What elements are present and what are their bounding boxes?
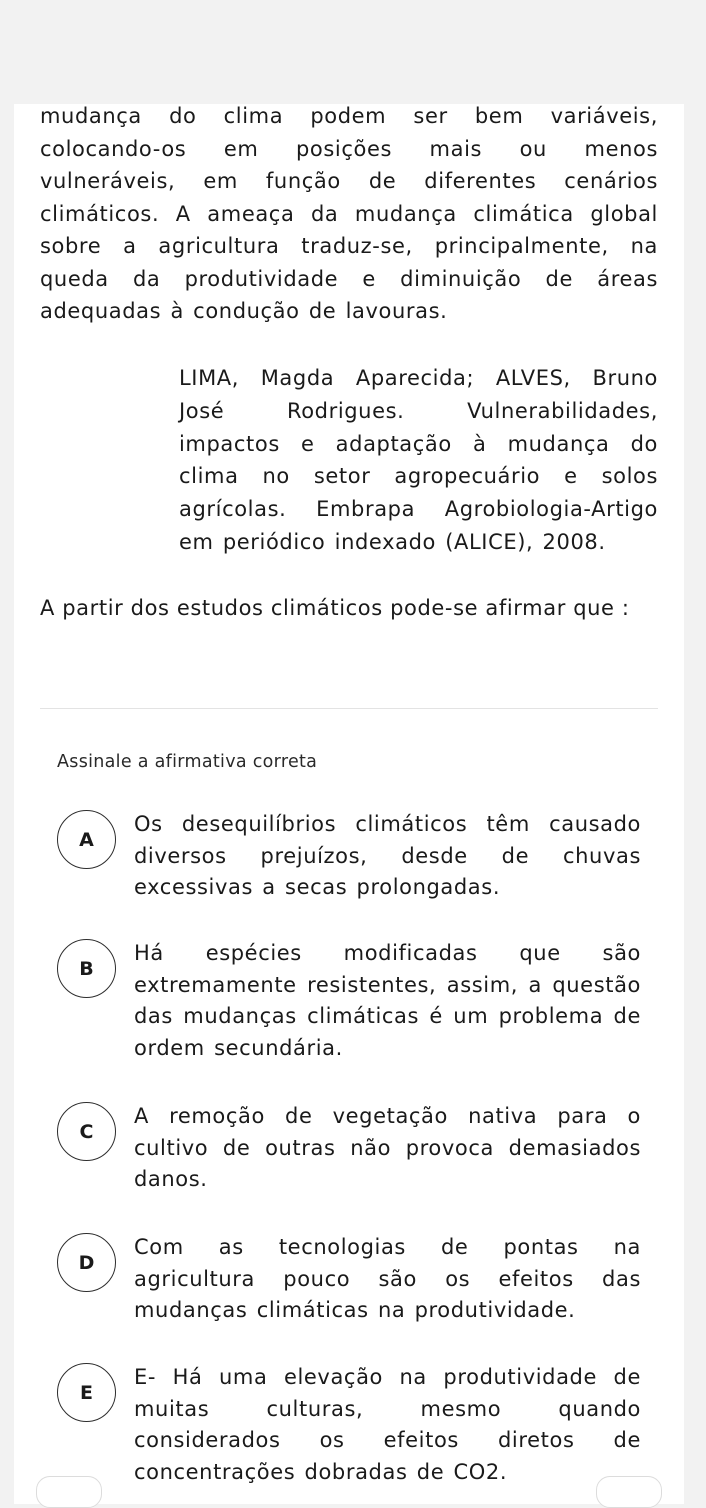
option-text[interactable]: E- Há uma elevação na produtividade de muitas culturas, mesmo quando considerados os efeitos diretos de concentrações dobradas de CO2. [134, 1365, 641, 1484]
option-text[interactable]: A remoção de vegetação nativa para o cultivo de outras não provoca demasiados danos. [134, 1104, 641, 1191]
citation-paragraph: LIMA, Magda Aparecida; ALVES, Bruno José Rodrigues. Vulnerabilidades, impactos e adaptação à mudança do clima no setor agropecuário e solos agrícolas. Embrapa Agrobiologia-Artigo em periódico indexado (ALICE), 2008. [179, 366, 658, 554]
option-text[interactable]: Com as tecnologias de pontas na agricultura pouco são os efeitos das mudanças climáticas na produtividade. [134, 1235, 641, 1322]
option-letter-badge[interactable]: A [57, 810, 116, 869]
bottom-left-tab[interactable] [36, 1476, 102, 1508]
option-text[interactable]: Os desequilíbrios climáticos têm causado diversos prejuízos, desde de chuvas excessivas a secas prolongadas. [134, 812, 641, 899]
divider [40, 708, 658, 709]
question-prompt: A partir dos estudos climáticos pode-se afirmar que : [40, 596, 630, 620]
option-letter-badge[interactable]: E [57, 1363, 116, 1422]
option-letter-badge[interactable]: C [57, 1102, 116, 1161]
option-text[interactable]: Há espécies modificadas que são extremamente resistentes, assim, a questão das mudanças climáticas é um problema de ordem secundária. [134, 941, 641, 1060]
option-letter-badge[interactable]: D [57, 1233, 116, 1292]
instruction-text: Assinale a afirmativa correta [57, 752, 318, 772]
intro-paragraph: mudança do clima podem ser bem variáveis, colocando-os em posições mais ou menos vulneráveis, em função de diferentes cenários climáticos. A ameaça da mudança climática global sobre a agricultura traduz-se, principalmente, na queda da produtividade e diminuição de áreas adequadas à condução de lavouras. [40, 104, 658, 323]
option-letter-badge[interactable]: B [57, 939, 116, 998]
bottom-right-tab[interactable] [596, 1476, 662, 1508]
